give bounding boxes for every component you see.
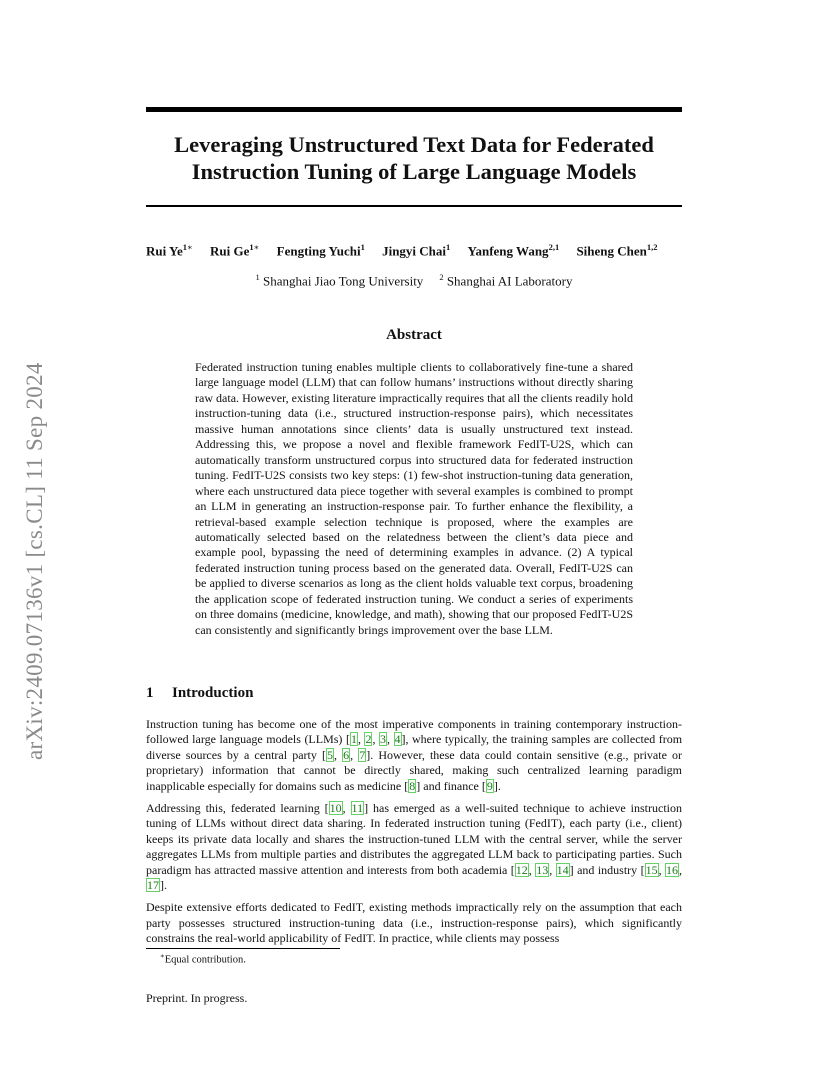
affiliations: $^1$ Shanghai Jiao Tong University $^2$ Shanghai AI Laboratory xyxy=(255,272,573,289)
author: Yanfeng Wang$^{2,1}$ xyxy=(467,242,560,259)
affiliation: Shanghai Jiao Tong University xyxy=(263,273,424,289)
abstract-heading: Abstract xyxy=(386,327,442,343)
citation[interactable]: [8] xyxy=(404,778,421,793)
author: Rui $Ge^{1∗}$ xyxy=(210,242,260,259)
preprint-note: Preprint. In progress. xyxy=(146,991,248,1005)
title-bottom-rule xyxy=(146,205,682,207)
author: Siheng Chen$^{1,2}$ xyxy=(576,242,658,259)
affiliation: Shanghai AI Laboratory xyxy=(446,273,573,289)
section-heading xyxy=(146,685,253,702)
citation[interactable]: [15, 16, 17] xyxy=(147,862,683,893)
footnote: ∗Equal contribution. xyxy=(160,952,246,966)
citation[interactable]: [1, 2, 3, 4] xyxy=(345,732,406,747)
introduction-body xyxy=(146,717,682,954)
abstract-text: Federated instruction tuning enables multiple clients to collaboratively fine-tune a shared large language model (LLM) that can follow humans’ instructions without directly sharing raw data. However, existing literature impractically requires that all the clients readily hold instruction-tuning data (i.e., structured instruction-response pairs), which necessitates massive human annotations since clients’ data is usually unstructured text instead. Addressing this, we propose a novel and flexible framework FedIT-U2S, which can automatically transform unstructured corpus into structured data for federated instruction tuning. FedIT-U2S consists two key steps: (1) few-shot instruction-tuning data generation, where each unstructured data piece together with several examples is combined to prompt an LLM in generating an instruction-response pair. To further enhance the flexibility, a retrieval-based example selection technique is proposed, where the examples are automatically selected based on the relatedness between the client’s data piece and example pool, bypassing the need of determining examples in advance. (2) A typical federated instruction tuning process based on the generated data. Overall, FedIT-U2S can be applied to diverse scenarios as long as the client holds valuable text corpus, broadening the application scope of federated instruction tuning. We conduct a series of experiments on three domains (medicine, knowledge, and math), showing that our proposed FedIT-U2S can consistently and significantly brings improvement over the base LLM. xyxy=(195,360,633,637)
author: Rui $Ye^{1∗}$ xyxy=(146,242,193,259)
author-list xyxy=(146,242,706,259)
title-line-2: Instruction Tuning of Large Language Models xyxy=(191,159,637,184)
citation[interactable]: [9] xyxy=(481,778,498,793)
footnote-rule xyxy=(146,948,340,949)
section-title: Introduction xyxy=(172,685,254,701)
title-line-1: Leveraging Unstructured Text Data for Federated xyxy=(174,132,654,157)
paragraph: Despite extensive efforts dedicated to FedIT, existing methods impractically rely on the assumption that each party possesses structured instruction-tuning data (i.e., instruction-response pairs), which significantly constrains the real-world applicability of FedIT. In practice, while clients may possess xyxy=(146,900,682,946)
author: Jingyi Chai$^1$ xyxy=(382,242,451,259)
paragraph: Addressing this, federated learning [10, 11] has emerged as a well-suited technique to achieve instruction tuning of LLMs without direct data sharing. In federated instruction tuning (FedIT), each party (i.e., client) keeps its private data locally and shares the instruction-tuned LLM with the central server, while the server aggregates LLMs from multiple parties and distributes the aggregated LLM back to participating parties. Such paradigm has attracted massive attention and interests from both academia [12, 13, 14] and industry [15, 16, 17]. xyxy=(146,801,683,893)
arxiv-identifier: arXiv:2409.07136v1 [cs.CL] 11 Sep 2024 xyxy=(22,362,47,760)
citation[interactable]: [12, 13, 14] xyxy=(510,862,574,877)
section-number: 1 xyxy=(146,685,154,701)
citation[interactable]: [10, 11] xyxy=(324,801,369,816)
author: Fengting Yuchi$^1$ xyxy=(276,242,365,259)
paragraph: Instruction tuning has become one of the most imperative components in training contemporary instruction-followed large language models (LLMs) [1, 2, 3, 4], where typically, the training samples are collected from diverse sources by a central party [5, 6, 7]. However, these data could contain sensitive (e.g., private or proprietary) information that cannot be directly shared, making such centralized learning paradigm inapplicable especially for domains such as medicine [8] and finance [9]. xyxy=(146,717,683,793)
citation[interactable]: [5, 6, 7] xyxy=(321,747,371,762)
title-top-rule xyxy=(146,107,682,112)
paper-title xyxy=(146,131,682,185)
